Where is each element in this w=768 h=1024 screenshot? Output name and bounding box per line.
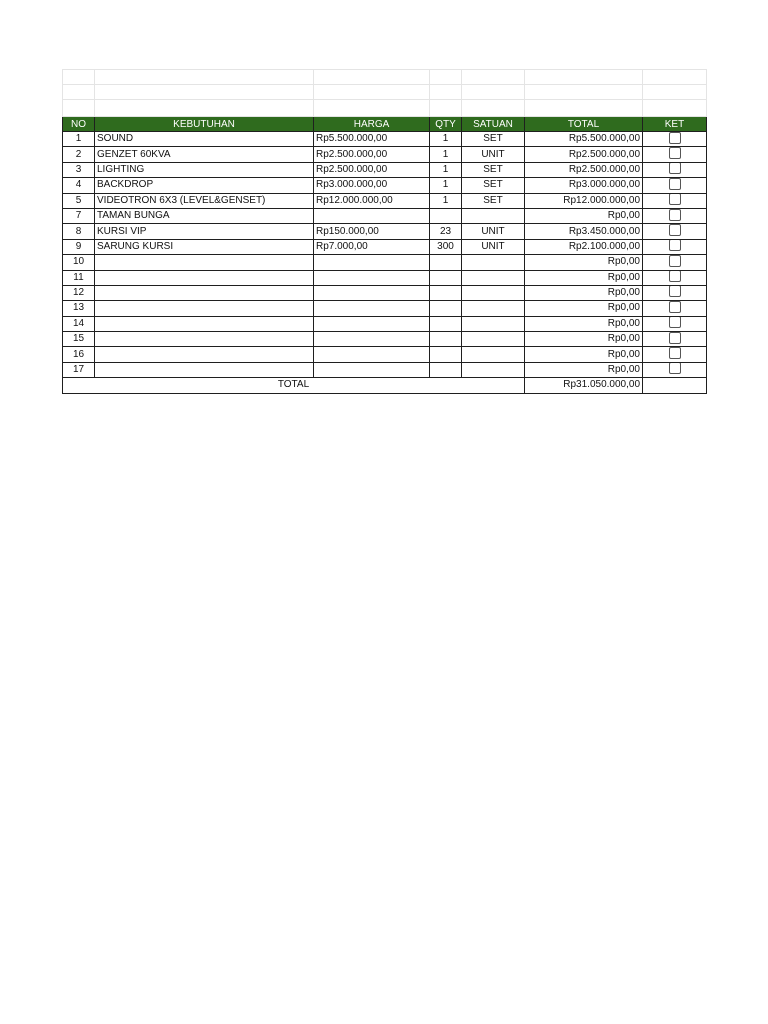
cell-no: 7 — [63, 208, 95, 223]
cell-harga[interactable]: Rp2.500.000,00 — [314, 162, 430, 177]
cell-total: Rp0,00 — [525, 332, 643, 347]
cell-harga[interactable] — [314, 270, 430, 285]
cell-kebutuhan[interactable] — [95, 255, 314, 270]
table-row — [63, 208, 707, 223]
cell-ket — [643, 316, 707, 331]
cell-no: 8 — [63, 224, 95, 239]
cell-harga[interactable] — [314, 255, 430, 270]
cell-ket — [643, 301, 707, 316]
cell-kebutuhan[interactable]: LIGHTING — [95, 162, 314, 177]
cell-qty[interactable]: 1 — [430, 193, 462, 208]
header-satuan: SATUAN — [462, 117, 525, 132]
cell-total: Rp0,00 — [525, 270, 643, 285]
cell-kebutuhan[interactable]: SARUNG KURSI — [95, 239, 314, 254]
cell-no: 16 — [63, 347, 95, 362]
cell-no: 12 — [63, 285, 95, 300]
cell-kebutuhan[interactable]: GENZET 60KVA — [95, 147, 314, 162]
cell-harga[interactable]: Rp7.000,00 — [314, 239, 430, 254]
cell-ket — [643, 347, 707, 362]
cell-satuan[interactable] — [462, 208, 525, 223]
cell-satuan[interactable] — [462, 255, 525, 270]
cell-total: Rp3.450.000,00 — [525, 224, 643, 239]
cell-kebutuhan[interactable]: BACKDROP — [95, 178, 314, 193]
table-row — [63, 316, 707, 331]
header-ket: KET — [643, 117, 707, 132]
cell-qty[interactable]: 1 — [430, 147, 462, 162]
header-harga: HARGA — [314, 117, 430, 132]
cell-total: Rp0,00 — [525, 301, 643, 316]
cell-ket — [643, 193, 707, 208]
cell-total: Rp2.500.000,00 — [525, 162, 643, 177]
cell-ket — [643, 239, 707, 254]
table-row — [63, 224, 707, 239]
cell-no: 3 — [63, 162, 95, 177]
cell-kebutuhan[interactable] — [95, 301, 314, 316]
cell-satuan[interactable]: UNIT — [462, 224, 525, 239]
header-total: TOTAL — [525, 117, 643, 132]
cell-qty[interactable] — [430, 270, 462, 285]
header-no: NO — [63, 117, 95, 132]
ket-checkbox[interactable] — [669, 209, 681, 221]
ket-checkbox[interactable] — [669, 347, 681, 359]
cell-total: Rp2.100.000,00 — [525, 239, 643, 254]
cell-harga[interactable]: Rp5.500.000,00 — [314, 132, 430, 147]
cell-no: 13 — [63, 301, 95, 316]
table-row — [63, 285, 707, 300]
cell-qty[interactable] — [430, 301, 462, 316]
cell-harga[interactable] — [314, 316, 430, 331]
cell-harga[interactable] — [314, 362, 430, 377]
cell-satuan[interactable]: SET — [462, 193, 525, 208]
cell-kebutuhan[interactable] — [95, 362, 314, 377]
ket-checkbox[interactable] — [669, 224, 681, 236]
cell-qty[interactable] — [430, 285, 462, 300]
empty-row — [63, 85, 707, 100]
cell-no: 17 — [63, 362, 95, 377]
cell-satuan[interactable] — [462, 362, 525, 377]
cell-total: Rp2.500.000,00 — [525, 147, 643, 162]
cell-satuan[interactable] — [462, 301, 525, 316]
cell-qty[interactable]: 23 — [430, 224, 462, 239]
cell-no: 15 — [63, 332, 95, 347]
total-value: Rp31.050.000,00 — [525, 378, 643, 393]
ket-checkbox[interactable] — [669, 162, 681, 174]
ket-checkbox[interactable] — [669, 255, 681, 267]
cell-no: 11 — [63, 270, 95, 285]
cell-no: 1 — [63, 132, 95, 147]
header-kebutuhan: KEBUTUHAN — [95, 117, 314, 132]
cell-ket — [643, 285, 707, 300]
cell-qty[interactable] — [430, 208, 462, 223]
cell-harga[interactable]: Rp150.000,00 — [314, 224, 430, 239]
ket-checkbox[interactable] — [669, 301, 681, 313]
cell-qty[interactable] — [430, 347, 462, 362]
cell-kebutuhan[interactable]: KURSI VIP — [95, 224, 314, 239]
cell-harga[interactable] — [314, 285, 430, 300]
cell-satuan[interactable]: UNIT — [462, 147, 525, 162]
cell-satuan[interactable]: UNIT — [462, 239, 525, 254]
budget-table — [62, 69, 707, 394]
cell-ket — [643, 270, 707, 285]
cell-ket — [643, 178, 707, 193]
cell-harga[interactable] — [314, 347, 430, 362]
cell-qty[interactable]: 300 — [430, 239, 462, 254]
spreadsheet — [62, 69, 706, 394]
cell-satuan[interactable]: SET — [462, 162, 525, 177]
cell-total: Rp0,00 — [525, 316, 643, 331]
table-row — [63, 255, 707, 270]
ket-checkbox[interactable] — [669, 193, 681, 205]
cell-no: 14 — [63, 316, 95, 331]
cell-no: 5 — [63, 193, 95, 208]
cell-ket — [643, 224, 707, 239]
ket-checkbox[interactable] — [669, 362, 681, 374]
total-ket-empty — [643, 378, 707, 393]
cell-satuan[interactable] — [462, 285, 525, 300]
cell-qty[interactable]: 1 — [430, 178, 462, 193]
table-row — [63, 178, 707, 193]
cell-total: Rp0,00 — [525, 362, 643, 377]
cell-qty[interactable]: 1 — [430, 132, 462, 147]
cell-kebutuhan[interactable]: SOUND — [95, 132, 314, 147]
ket-checkbox[interactable] — [669, 132, 681, 144]
cell-harga[interactable]: Rp3.000.000,00 — [314, 178, 430, 193]
cell-qty[interactable] — [430, 255, 462, 270]
header-row — [63, 117, 707, 132]
ket-checkbox[interactable] — [669, 285, 681, 297]
cell-harga[interactable] — [314, 332, 430, 347]
table-row — [63, 239, 707, 254]
cell-harga[interactable] — [314, 208, 430, 223]
ket-checkbox[interactable] — [669, 332, 681, 344]
cell-satuan[interactable] — [462, 316, 525, 331]
cell-no: 2 — [63, 147, 95, 162]
cell-kebutuhan[interactable] — [95, 316, 314, 331]
cell-harga[interactable] — [314, 301, 430, 316]
cell-total: Rp0,00 — [525, 347, 643, 362]
table-row — [63, 162, 707, 177]
cell-total: Rp12.000.000,00 — [525, 193, 643, 208]
ket-checkbox[interactable] — [669, 178, 681, 190]
table-row — [63, 193, 707, 208]
total-row — [63, 378, 707, 393]
cell-kebutuhan[interactable] — [95, 332, 314, 347]
cell-ket — [643, 132, 707, 147]
cell-total: Rp5.500.000,00 — [525, 132, 643, 147]
cell-no: 10 — [63, 255, 95, 270]
cell-ket — [643, 255, 707, 270]
cell-total: Rp0,00 — [525, 285, 643, 300]
cell-satuan[interactable]: SET — [462, 178, 525, 193]
table-row — [63, 132, 707, 147]
cell-kebutuhan[interactable] — [95, 270, 314, 285]
empty-row — [63, 100, 707, 117]
table-row — [63, 347, 707, 362]
cell-harga[interactable]: Rp2.500.000,00 — [314, 147, 430, 162]
cell-harga[interactable]: Rp12.000.000,00 — [314, 193, 430, 208]
cell-ket — [643, 162, 707, 177]
cell-no: 4 — [63, 178, 95, 193]
empty-row — [63, 70, 707, 85]
cell-ket — [643, 332, 707, 347]
cell-satuan[interactable] — [462, 270, 525, 285]
cell-kebutuhan[interactable]: TAMAN BUNGA — [95, 208, 314, 223]
cell-ket — [643, 147, 707, 162]
table-row — [63, 301, 707, 316]
cell-kebutuhan[interactable]: VIDEOTRON 6X3 (LEVEL&GENSET) — [95, 193, 314, 208]
cell-no: 9 — [63, 239, 95, 254]
cell-qty[interactable] — [430, 316, 462, 331]
cell-kebutuhan[interactable] — [95, 347, 314, 362]
table-row — [63, 362, 707, 377]
cell-ket — [643, 362, 707, 377]
ket-checkbox[interactable] — [669, 316, 681, 328]
cell-satuan[interactable] — [462, 332, 525, 347]
cell-total: Rp0,00 — [525, 255, 643, 270]
cell-qty[interactable]: 1 — [430, 162, 462, 177]
table-row — [63, 332, 707, 347]
table-row — [63, 147, 707, 162]
total-label: TOTAL — [63, 378, 525, 393]
table-row — [63, 270, 707, 285]
cell-total: Rp0,00 — [525, 208, 643, 223]
ket-checkbox[interactable] — [669, 239, 681, 251]
cell-total: Rp3.000.000,00 — [525, 178, 643, 193]
cell-qty[interactable] — [430, 362, 462, 377]
ket-checkbox[interactable] — [669, 270, 681, 282]
cell-kebutuhan[interactable] — [95, 285, 314, 300]
cell-ket — [643, 208, 707, 223]
ket-checkbox[interactable] — [669, 147, 681, 159]
cell-satuan[interactable] — [462, 347, 525, 362]
cell-qty[interactable] — [430, 332, 462, 347]
header-qty: QTY — [430, 117, 462, 132]
cell-satuan[interactable]: SET — [462, 132, 525, 147]
